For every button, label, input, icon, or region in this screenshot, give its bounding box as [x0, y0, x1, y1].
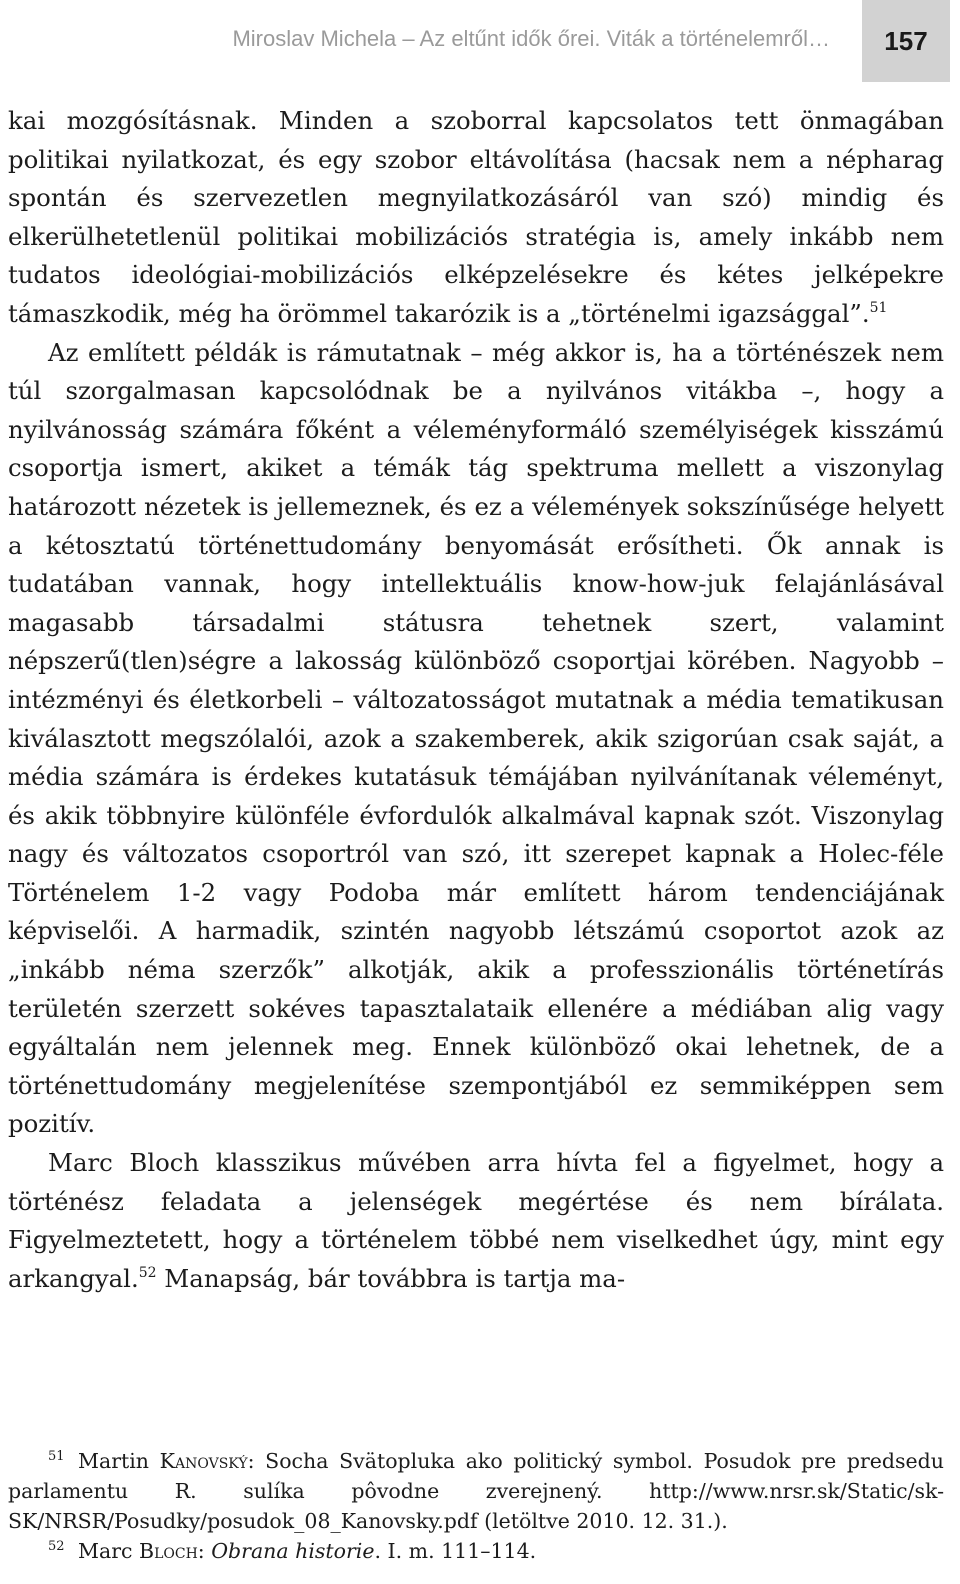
- paragraph-1: [8, 102, 944, 334]
- footnote-title: Obrana historie: [211, 1539, 375, 1563]
- footnote-text: : Socha Svätopluka ako politický symbol. Posudok pre predsedu parlamentu R. sulíka pôvodne zverejnený. http://www.nrsr.sk/Static/sk-SK/NRSR/Posudky/posudok_08_Kanovsky.pdf (letöltve 2010. 12. 31.).: [8, 1449, 945, 1533]
- running-head: Miroslav Michela – Az eltűnt idők őrei. Viták a történelemről…: [232, 26, 830, 51]
- footnote-ref-52[interactable]: 52: [138, 1264, 157, 1281]
- footnote-51: 51 Martin Kanovský: Socha Svätopluka ako politický symbol. Posudok pre predsedu parlamentu R. sulíka pôvodne zverejnený. http://www.nrsr.sk/Static/sk-SK/NRSR/Posudky/posudok_08_Kanovsky.pdf (letöltve 2010. 12. 31.).: [8, 1449, 945, 1533]
- paragraph-2: Az említett példák is rámutatnak – még akkor is, ha a történészek nem túl szorgalmasan kapcsolódnak be a nyilvános vitákba –, hogy a nyilvánosság számára főként a véleményformáló személyiségek kisszámú csoportja ismert, akiket a témák tág spektruma mellett a viszonylag határozott nézetek is jellemeznek, és ez a vélemények sokszínűsége helyett a kétosztatú történettudomány benyomását erősítheti. Ők annak is tudatában vannak, hogy intellektuális know-how-juk felajánlásával magasabb társadalmi státusra tehetnek szert, valamint népszerű(tlen)ségre a lakosság különböző csoportjai körében. Nagyobb – intézményi és életkorbeli – változatosságot mutatnak a média tematikusan kiválasztott megszólalói, azok a szakemberek, akik szigorúan csak saját, a média számára is érdekes kutatásuk témájában nyilvánítanak véleményt, és akik többnyire különféle évfordulók alkalmával kapnak szót. Viszonylag nagy és változatos csoportról van szó, itt szerepet kapnak a Holec-féle Történelem 1-2 vagy Podoba már említett három tendenciájának képviselői. A harmadik, szintén nagyobb létszámú csoportot azok az „inkább néma szerzők” alkotják, akik a professzionális történetírás területén szerzett sokéves tapasztalataik ellenére a médiában alig vagy egyáltalán nem jelennek meg. Ennek különböző okai lehetnek, de a történettudomány megjelenítése szempontjából ez semmiképpen sem pozitív.: [8, 337, 944, 1139]
- footnote-author-last: Kanovský: [159, 1449, 248, 1473]
- footnote-text: . I. m. 111–114.: [374, 1539, 537, 1563]
- main-text: [8, 102, 944, 1298]
- paragraph-3: [8, 1144, 944, 1298]
- footnote-author-first: Martin: [78, 1449, 160, 1473]
- footnote-52: 52 Marc Bloch: Obrana historie. I. m. 111–114.: [48, 1539, 537, 1563]
- footnote-author-first: Marc: [78, 1539, 140, 1563]
- paragraph-text-continued: Manapság, bár továbbra is tartja ma-: [156, 1263, 626, 1293]
- footnote-ref-51[interactable]: 51: [869, 299, 888, 316]
- paragraph-text: kai mozgósításnak. Minden a szoborral kapcsolatos tett önmagában politikai nyilatkozat, és egy szobor eltávolítása (hacsak nem a népharag spontán és szervezetlen megnyilatkozásáról van szó) mindig és elkerülhetetlenül politikai mobilizációs stratégia is, amely inkább nem tudatos ideológiai-mobilizációs elképzelésekre és kétes jelképekre támaszkodik, még ha örömmel takarózik is a „történelmi igazsággal”.: [8, 106, 944, 328]
- footnote-author-last: Bloch: [139, 1539, 198, 1563]
- footnote-separator: :: [197, 1539, 212, 1563]
- page-number: 157: [862, 0, 950, 82]
- footnotes: [8, 1446, 944, 1566]
- paragraph-text: Marc Bloch klasszikus művében arra hívta fel a figyelmet, hogy a történész feladata a jelenségek megértése és nem bírálata. Figyelmeztetett, hogy a történelem többé nem viselkedhet úgy, mint egy arkangyal.: [8, 1148, 944, 1293]
